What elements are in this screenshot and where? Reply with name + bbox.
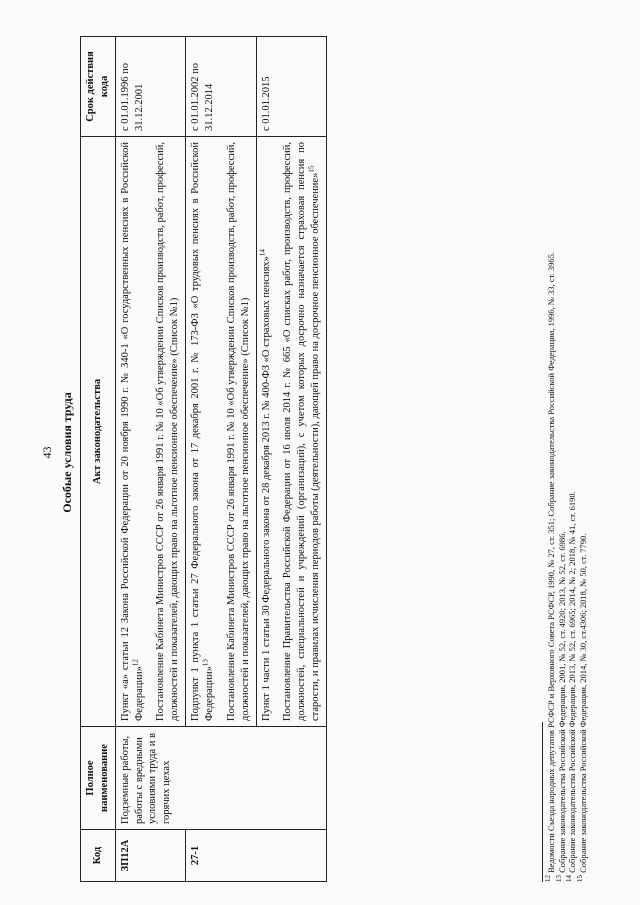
table-header-row: [81, 37, 116, 882]
row-term: с 01.01.2015: [256, 37, 326, 137]
footnote: $^{14}$ Собрание законодательства Российской Федерации, 2013, № 52, ст. 6965; 2014, № 2; 2018, № 41, ст. 6190.: [565, 491, 578, 882]
row-term: с 01.01.1996 по 31.12.2001: [115, 37, 185, 137]
section-title: Особые условия труда: [60, 392, 74, 513]
row-acts: [256, 137, 326, 727]
table-row: [115, 37, 185, 882]
footnote-ref: 14: [258, 249, 267, 257]
footnote-ref: 15: [307, 165, 316, 173]
row-acts: [115, 137, 185, 727]
header-term: Срок действия кода: [81, 37, 116, 137]
header-act: Акт законодательства: [81, 137, 116, 727]
act-paragraph: Пункт 1 части 1 статьи 30 Федерального закона от 28 декабря 2013 г. № 400-ФЗ «О страховых пенсиях»$^{14}$: [258, 249, 272, 721]
row-name: Подземные работы, работы с вредными условиями труда и в горячих цехах: [115, 727, 326, 830]
footnote: $^{12}$ Ведомости Съезда народных депутатов РСФСР и Верховного Совета РСФСР, 1990, № 27, ст. 351; Собрание законодательства Российской Федерации, 1996, № 33, ст. 3965.: [544, 251, 556, 882]
special-conditions-table: [80, 36, 327, 882]
footnote-ref: 12: [131, 659, 140, 667]
row-code: 27-1: [186, 830, 327, 882]
act-paragraph: Подпункт 1 пункта 1 статьи 27 Федерального закона от 17 декабря 2001 г. № 173-ФЗ «О трудовых пенсиях в Российской Федерации»$^{13}$: [190, 142, 216, 721]
act-paragraph: Постановление Правительства Российской Федерации от 16 июля 2014 г. № 665 «О списках работ, производств, профессий, должностей, специальностей и учреждений (организаций), с учетом которых досрочно назначается страховая пенсия по старости, и правилах исчисления периодов работы (деятельности), дающей право на досрочное пенсионное обеспечение»$^{15}$: [282, 142, 322, 721]
row-acts: [186, 137, 256, 727]
act-paragraph: Постановление Кабинета Министров СССР от 26 января 1991 г. № 10 «Об утверждении Списков производств, работ, профессий, должностей и показателей, дающих право на льготное пенсионное обеспечение» (Список №1): [225, 142, 251, 721]
footnote: $^{15}$ Собрание законодательства Российской Федерации, 2014, № 30, ст.4306; 2018, № 50, ст. 7790.: [576, 533, 588, 882]
footnote-separator: [542, 722, 543, 882]
footnote-ref: 13: [201, 659, 210, 667]
act-paragraph: Пункт «а» статьи 12 Закона Российской Федерации от 20 ноября 1990 г. № 340-1 «О государственных пенсиях в Российской Федерации»$^{12}$: [119, 142, 145, 721]
header-name: Полное наименование: [81, 727, 116, 830]
page-number: 43: [40, 446, 54, 459]
header-code: Код: [81, 830, 116, 882]
row-term: с 01.01.2002 по 31.12.2014: [186, 37, 256, 137]
row-code: ЗП12А: [115, 830, 185, 882]
act-paragraph: Постановление Кабинета Министров СССР от 26 января 1991 г. № 10 «Об утверждении Списков производств, работ, профессий, должностей и показателей, дающих право на льготное пенсионное обеспечение» (Список №1): [155, 142, 181, 721]
footnotes: [546, 37, 589, 882]
footnote: $^{13}$ Собрание законодательства Российской Федерации, 2001, № 52, ст. 4920; 2013, № 52, ст. 6986.: [554, 531, 567, 882]
